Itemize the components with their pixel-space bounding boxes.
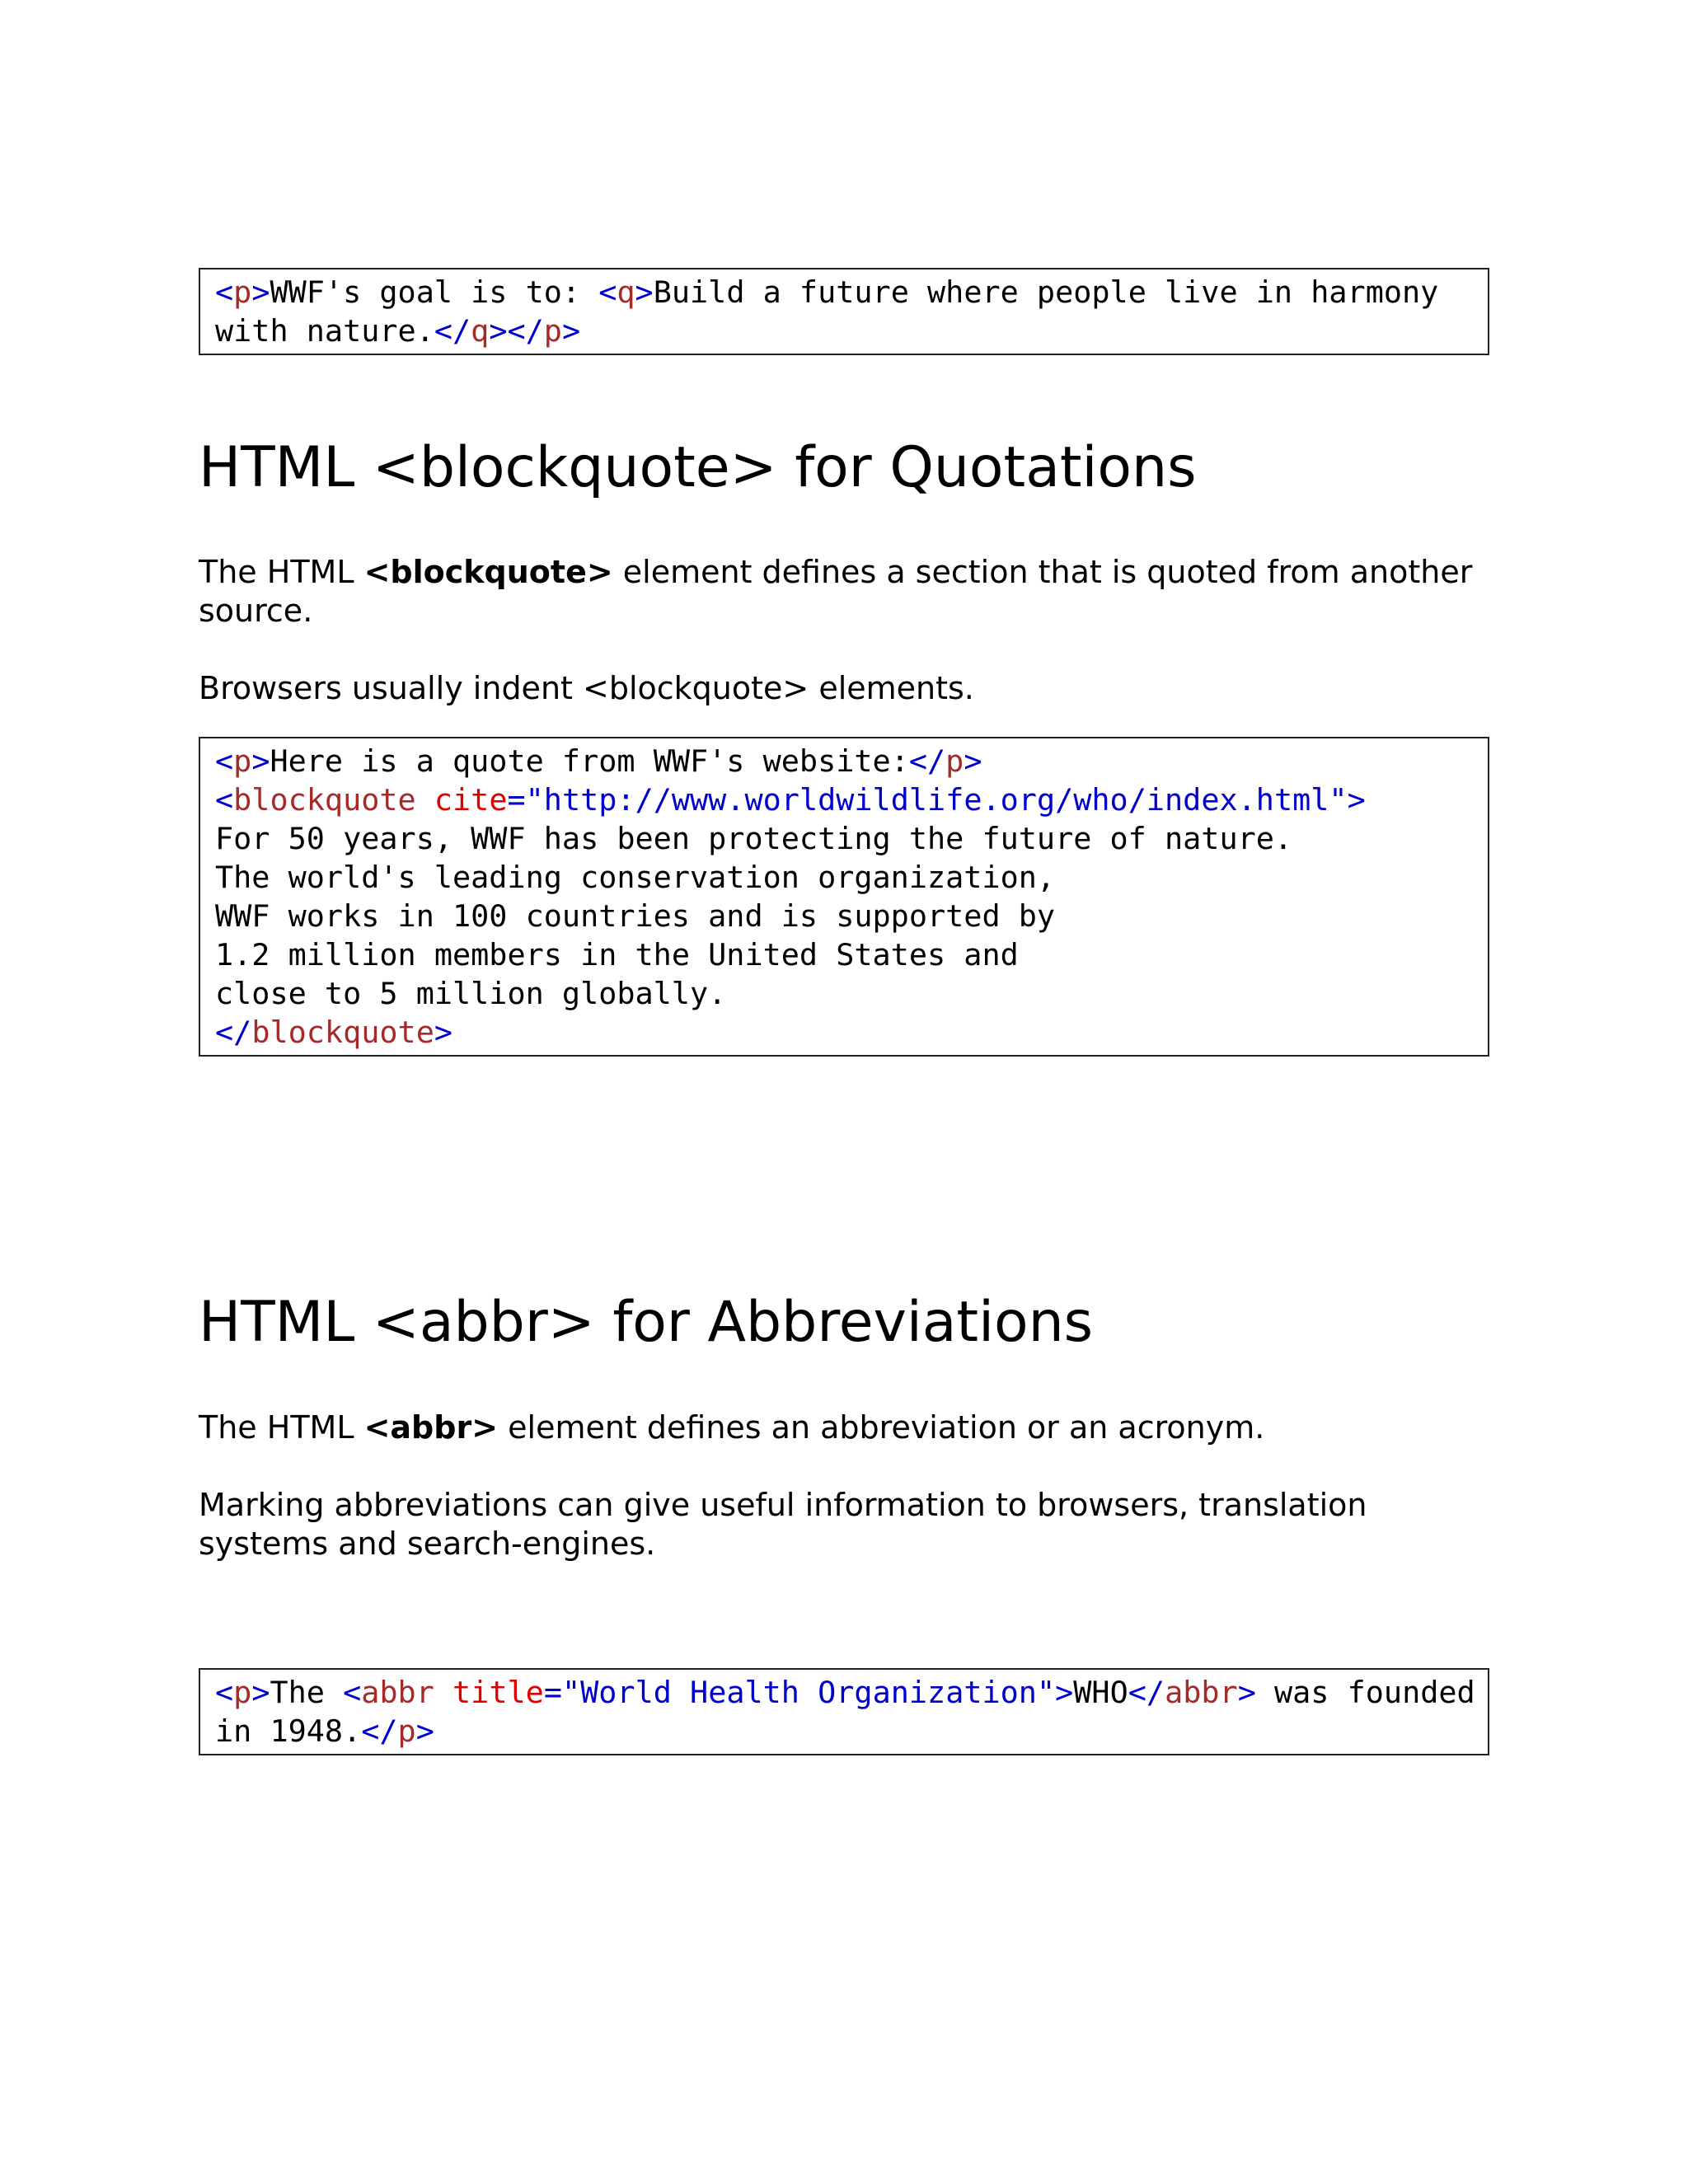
code-token: > <box>561 313 581 349</box>
blockquote-heading: HTML <blockquote> for Quotations <box>199 435 1197 500</box>
code-token: </ <box>434 313 471 349</box>
bold-term: <abbr> <box>363 1409 499 1446</box>
code-token: 1.2 million members in the United States and <box>215 937 1019 972</box>
code-token: p <box>543 313 562 349</box>
text-span: The HTML <box>199 1409 364 1446</box>
code-token: p <box>233 274 252 310</box>
code-token: > <box>251 274 270 310</box>
code-token: For 50 years, WWF has been protecting the future of nature. <box>215 821 1293 856</box>
abbr-note: Marking abbreviations can give useful information to browsers, translation systems and search-engines. <box>199 1487 1367 1562</box>
code-token: < <box>598 274 617 310</box>
code-token: title <box>452 1675 544 1710</box>
text-span: element defines a section that is quoted from another source. <box>199 554 1473 629</box>
code-token: > <box>489 313 508 349</box>
code-token: WWF works in 100 countries and is supported by <box>215 898 1056 934</box>
code-token: "http://www.worldwildlife.org/who/index.html" <box>525 782 1348 818</box>
abbr-heading: HTML <abbr> for Abbreviations <box>199 1290 1094 1355</box>
code-token: abbr <box>361 1675 434 1710</box>
code-token: WWF's goal is to: <box>270 274 599 310</box>
blockquote-note: Browsers usually indent <blockquote> elements. <box>199 670 974 706</box>
code-token: with nature. <box>215 313 434 349</box>
code-token: The world's leading conservation organization, <box>215 860 1056 895</box>
blockquote-description <box>199 553 1489 630</box>
code-token: Build a future where people live in harmony <box>653 274 1439 310</box>
abbr-description <box>199 1408 1489 1447</box>
code-token: q <box>617 274 635 310</box>
code-example-q <box>199 268 1489 355</box>
code-token: "World Health Organization" <box>561 1675 1056 1710</box>
code-example-abbr: <p>The <abbr title="World Health Organization">WHO</abbr> was founded in 1948.</p> <box>199 1668 1489 1755</box>
bold-term: <blockquote> <box>363 554 613 590</box>
code-token: cite <box>434 782 508 818</box>
code-token: in 1948. <box>215 1713 362 1749</box>
code-token: close to 5 million globally. <box>215 976 727 1011</box>
code-token: was founded <box>1255 1675 1475 1710</box>
code-token: < <box>215 274 234 310</box>
text-span: element defines an abbreviation or an acronym. <box>498 1409 1265 1446</box>
code-example-blockquote: <p>Here is a quote from WWF's website:</p> <blockquote cite="http://www.worldwildlife.org/who/index.html"> For 50 years, WWF has been protecting the future of nature. The world's leading conservation organization, WWF works in 100 countries and is supported by 1.2 million members in the United States and close to 5 million globally. </blockquote> <box>199 737 1489 1057</box>
text-span: The HTML <box>199 554 364 590</box>
code-token: blockquote <box>233 782 416 818</box>
code-token: </ <box>507 313 544 349</box>
code-token: > <box>635 274 654 310</box>
code-token: The <box>270 1675 344 1710</box>
code-token: q <box>471 313 490 349</box>
code-token: blockquote <box>251 1015 434 1050</box>
code-token: Here is a quote from WWF's website: <box>270 743 909 779</box>
code-token: WHO <box>1073 1675 1128 1710</box>
